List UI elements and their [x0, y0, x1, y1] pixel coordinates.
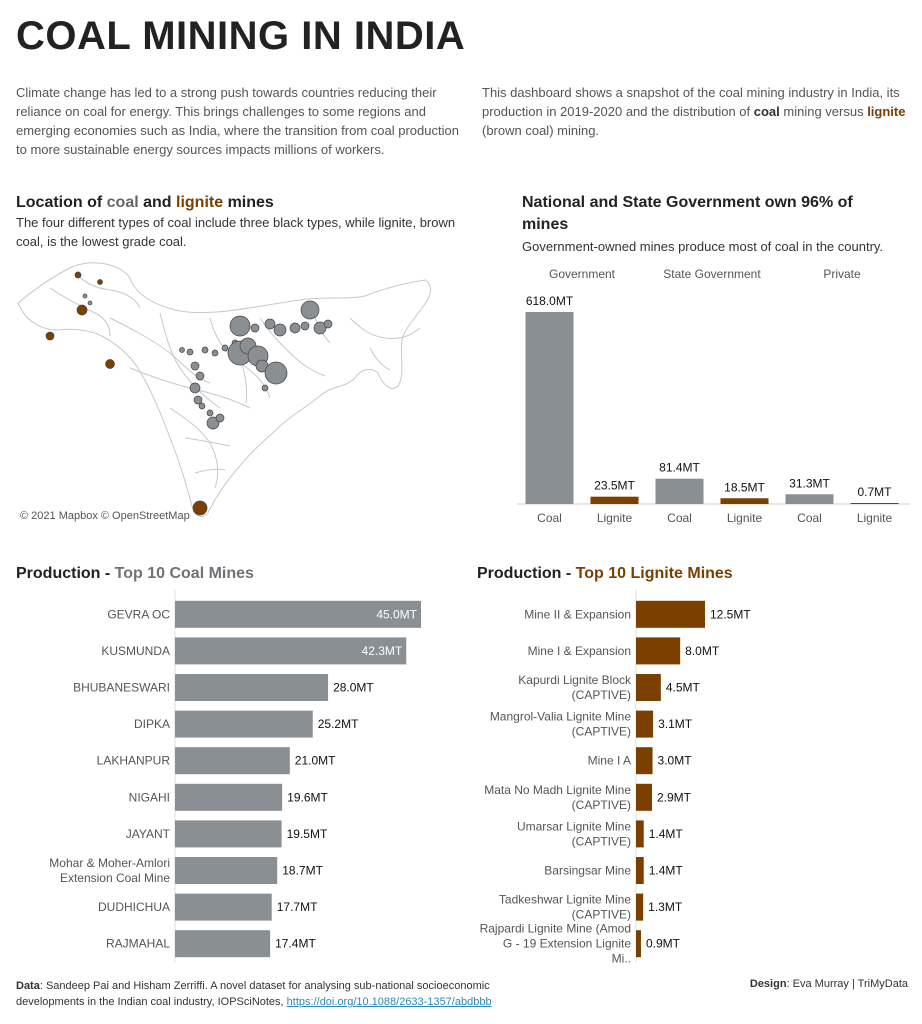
coal-mine-point[interactable]	[301, 301, 319, 319]
lignite-mine-point[interactable]	[46, 332, 54, 340]
bar-value-label: 21.0MT	[294, 753, 336, 768]
group-label: Private	[823, 267, 861, 281]
ownership-category-label: Lignite	[726, 511, 763, 525]
bar-category-label	[499, 893, 631, 922]
intro-right-part3: (brown coal) mining.	[482, 123, 600, 138]
coal-production-title	[16, 563, 254, 585]
coal-production-chart-svg	[0, 590, 440, 970]
bar-value-label: 17.4MT	[275, 936, 316, 951]
footer-data-source	[16, 978, 536, 1010]
bar-value-label: 42.3MT	[361, 643, 403, 658]
bar-category-line: (CAPTIVE)	[571, 688, 631, 702]
state-border-1	[110, 318, 210, 383]
bar-category-line: Mangrol-Valia Lignite Mine	[489, 709, 631, 724]
lignite-mine-bar[interactable]	[636, 857, 644, 884]
bar-category-line: Mine I A	[587, 753, 631, 768]
ownership-section-title: National and State Government own 96% of mines	[522, 194, 853, 233]
bar-category-line: LAKHANPUR	[96, 753, 170, 768]
bar-category-label	[518, 673, 632, 702]
bar-category-line: GEVRA OC	[107, 607, 170, 622]
bar-value-label: 25.2MT	[317, 717, 359, 732]
lignite-mine-bar[interactable]	[636, 711, 653, 738]
lignite-title-pre: Production -	[477, 565, 576, 582]
intro-left-text: Climate change has led to a strong push towards countries reducing their reliance on coal for energy. This brings challenges to some regions and emerging economies such as India, where the transition from coal production to more sustainable energy sources impacts millions of workers.	[16, 85, 459, 157]
lignite-production-chart-svg	[460, 590, 920, 970]
bar-value-label: 1.4MT	[648, 826, 683, 841]
coal-mine-bar[interactable]	[175, 711, 313, 738]
ownership-bar[interactable]	[591, 497, 639, 504]
bar-value-label: 2.9MT	[657, 790, 692, 805]
coal-mine-point[interactable]	[290, 323, 300, 333]
coal-mine-point[interactable]	[194, 396, 202, 404]
map-title-lignite: lignite	[176, 194, 224, 211]
ownership-value-label: 81.4MT	[659, 460, 700, 475]
map-attribution: © 2021 Mapbox © OpenStreetMap	[20, 510, 190, 522]
lignite-mine-bar[interactable]	[636, 601, 705, 628]
ownership-category-label: Coal	[797, 511, 822, 525]
ownership-value-label: 23.5MT	[594, 478, 635, 493]
coal-mine-bar[interactable]	[175, 894, 272, 921]
lignite-mine-point[interactable]	[98, 280, 103, 285]
bar-category-label	[101, 644, 170, 658]
footer-design-text: : Eva Murray | TriMyData	[786, 978, 908, 990]
intro-coal-word: coal	[753, 104, 780, 119]
coal-mine-bar[interactable]	[175, 674, 328, 701]
bar-value-label: 3.1MT	[658, 717, 693, 732]
bar-category-line: (CAPTIVE)	[571, 907, 631, 922]
ownership-chart	[505, 258, 915, 533]
intro-right-part1: This dashboard shows a snapshot of the coal mining industry in India, its production in 2019-2020 and the distribution of	[482, 85, 900, 119]
lignite-mine-bar[interactable]	[636, 674, 661, 701]
bar-category-line: JAYANT	[125, 826, 170, 841]
bar-category-label	[490, 710, 632, 739]
bar-category-line: Barsingsar Mine	[544, 863, 631, 878]
bar-value-label: 18.7MT	[282, 863, 323, 878]
coal-mine-point[interactable]	[216, 414, 224, 422]
lignite-mine-bar[interactable]	[636, 894, 643, 921]
ownership-category-label: Coal	[537, 511, 562, 525]
intro-right-text	[482, 83, 907, 140]
lignite-production-title	[477, 563, 733, 585]
doi-link[interactable]: https://doi.org/10.1088/2633-1357/abdbbb	[286, 996, 492, 1008]
ownership-category-label: Coal	[667, 511, 692, 525]
bar-value-label: 4.5MT	[665, 680, 700, 695]
ownership-category-label: Lignite	[856, 511, 893, 525]
state-border-9	[370, 348, 390, 370]
lignite-title-highlight: Top 10 Lignite Mines	[575, 565, 733, 582]
coal-mine-point[interactable]	[222, 345, 228, 351]
footer-design-label: Design	[749, 978, 787, 990]
lignite-mine-bar[interactable]	[636, 784, 652, 811]
coal-mine-point[interactable]	[301, 322, 309, 330]
ownership-bar[interactable]	[721, 498, 769, 504]
ownership-value-label: 618.0MT	[525, 294, 574, 308]
coal-mine-bar[interactable]	[175, 784, 282, 811]
bar-category-label	[49, 856, 170, 885]
map-title-mid: and	[138, 194, 177, 211]
bar-category-label	[517, 819, 631, 848]
coal-mine-point[interactable]	[230, 316, 250, 336]
map-title-pre: Location of	[16, 194, 107, 211]
coal-mine-bar[interactable]	[175, 930, 270, 957]
bar-category-label	[107, 607, 170, 621]
bar-category-label	[484, 783, 631, 812]
bar-category-line: Extension Coal Mine	[59, 871, 170, 885]
map-subtitle: The four different types of coal include three black types, while lignite, brown coal, is the lowest grade coal.	[16, 215, 456, 249]
bar-category-label	[106, 937, 170, 951]
bar-category-label	[98, 900, 170, 914]
lignite-mine-bar[interactable]	[636, 747, 653, 774]
coal-mine-point[interactable]	[190, 383, 200, 393]
bar-category-line: KUSMUNDA	[101, 643, 170, 658]
bar-category-line: (CAPTIVE)	[571, 834, 631, 849]
mine-location-map[interactable]	[10, 258, 460, 528]
coal-mine-bar[interactable]	[175, 820, 282, 847]
bar-value-label: 8.0MT	[685, 643, 720, 658]
lignite-mine-bar[interactable]	[636, 820, 644, 847]
state-border-12	[195, 469, 225, 473]
bar-value-label: 0.9MT	[645, 936, 680, 951]
bar-category-line: Mine II & Expansion	[524, 607, 631, 622]
coal-mine-point[interactable]	[274, 324, 286, 336]
bar-value-label: 19.5MT	[286, 826, 328, 841]
lignite-mine-point[interactable]	[193, 501, 207, 515]
bar-category-label	[73, 681, 170, 695]
coal-mine-point[interactable]	[251, 324, 259, 332]
map-section-title	[16, 192, 274, 214]
map-title-post: mines	[223, 194, 274, 211]
page-title: COAL MINING IN INDIA	[16, 14, 466, 58]
map-title-coal: coal	[106, 194, 139, 211]
bar-category-line: NIGAHI	[128, 790, 170, 805]
footer-design-credit	[750, 978, 908, 990]
coal-mine-point[interactable]	[262, 385, 268, 391]
ownership-bar[interactable]	[656, 479, 704, 504]
bar-category-label	[129, 790, 170, 804]
bar-category-line: Kapurdi Lignite Block	[518, 673, 631, 687]
ownership-subtitle: Government-owned mines produce most of coal in the country.	[522, 239, 884, 254]
ownership-category-label: Lignite	[596, 511, 633, 525]
ownership-value-label: 18.5MT	[724, 480, 765, 495]
ownership-chart-svg	[505, 258, 915, 533]
bar-category-label	[97, 754, 171, 768]
bar-category-line: BHUBANESWARI	[73, 680, 170, 695]
coal-mine-point[interactable]	[199, 403, 205, 409]
coal-mine-point[interactable]	[207, 410, 213, 416]
lignite-mine-point[interactable]	[77, 305, 87, 315]
ownership-value-label: 0.7MT	[857, 485, 892, 499]
lignite-mine-bar[interactable]	[636, 930, 641, 957]
ownership-value-label: 31.3MT	[789, 476, 830, 491]
bar-category-line: DUDHICHUA	[98, 900, 170, 915]
bar-category-line: Mine I & Expansion	[527, 643, 631, 658]
coal-production-chart	[0, 590, 440, 970]
coal-mine-point[interactable]	[88, 301, 92, 305]
bar-value-label: 28.0MT	[333, 680, 374, 695]
ownership-bar[interactable]	[526, 312, 574, 504]
coal-mine-point[interactable]	[180, 348, 185, 353]
coal-mine-bar[interactable]	[175, 747, 290, 774]
coal-mine-point[interactable]	[191, 362, 199, 370]
footer-data-label: Data	[16, 980, 40, 992]
bar-category-line: Mi..	[611, 951, 631, 966]
ownership-bar[interactable]	[786, 494, 834, 504]
lignite-production-chart	[460, 590, 920, 970]
bar-category-label	[134, 717, 170, 731]
coal-title-highlight: Top 10 Coal Mines	[114, 565, 254, 582]
coal-title-pre: Production -	[16, 565, 115, 582]
bar-category-line: Mata No Madh Lignite Mine	[484, 782, 631, 797]
bar-value-label: 1.4MT	[648, 863, 683, 878]
bar-category-line: Umarsar Lignite Mine	[516, 819, 631, 834]
bar-category-line: G - 19 Extension Lignite	[502, 936, 631, 951]
intro-right-part2: mining versus	[779, 104, 868, 119]
ownership-bar[interactable]	[851, 503, 899, 504]
map-borders	[18, 263, 431, 517]
map-svg	[10, 258, 460, 528]
lignite-mine-bar[interactable]	[636, 637, 680, 664]
bar-category-label	[544, 864, 631, 878]
coal-mine-point[interactable]	[83, 294, 87, 298]
bar-category-label	[528, 644, 631, 658]
bar-category-line: Tadkeshwar Lignite Mine	[498, 892, 631, 907]
bar-value-label: 12.5MT	[710, 607, 751, 622]
footer-data-text: : Sandeep Pai and Hisham Zerriffi. A novel dataset for analysing sub-national socioeconomic developments in the Indian coal industry, IOPSciNotes,	[16, 980, 490, 1008]
bar-value-label: 17.7MT	[276, 900, 318, 915]
state-border-8	[350, 318, 420, 339]
bar-category-label	[588, 754, 631, 768]
group-label: State Government	[663, 267, 761, 281]
bar-category-line: Rajpardi Lignite Mine (Amod	[479, 921, 631, 936]
coal-mine-point[interactable]	[265, 319, 275, 329]
intro-lignite-word: lignite	[867, 104, 906, 119]
coal-mine-point[interactable]	[212, 350, 218, 356]
coal-mine-point[interactable]	[324, 320, 332, 328]
group-label: Government	[548, 267, 616, 281]
bar-value-label: 3.0MT	[657, 753, 692, 768]
bar-category-label	[524, 607, 631, 621]
bar-value-label: 19.6MT	[287, 790, 328, 805]
bar-category-line: (CAPTIVE)	[571, 724, 631, 739]
coal-mine-point[interactable]	[265, 362, 287, 384]
coal-mine-point[interactable]	[202, 347, 208, 353]
bar-category-line: RAJMAHAL	[105, 936, 170, 951]
bar-category-label	[126, 827, 171, 841]
coal-mine-bar[interactable]	[175, 857, 277, 884]
bar-category-line: DIPKA	[133, 717, 170, 732]
mine-points	[46, 272, 332, 515]
bar-category-line: Mohar & Moher-Amlori	[49, 856, 170, 870]
bar-category-label	[480, 922, 632, 966]
bar-value-label: 45.0MT	[376, 607, 417, 622]
coal-mine-point[interactable]	[196, 372, 204, 380]
bar-category-line: (CAPTIVE)	[571, 797, 631, 812]
india-outline	[18, 263, 431, 517]
lignite-mine-point[interactable]	[75, 272, 81, 278]
lignite-mine-point[interactable]	[106, 360, 115, 369]
coal-mine-point[interactable]	[187, 349, 193, 355]
bar-value-label: 1.3MT	[648, 900, 683, 915]
